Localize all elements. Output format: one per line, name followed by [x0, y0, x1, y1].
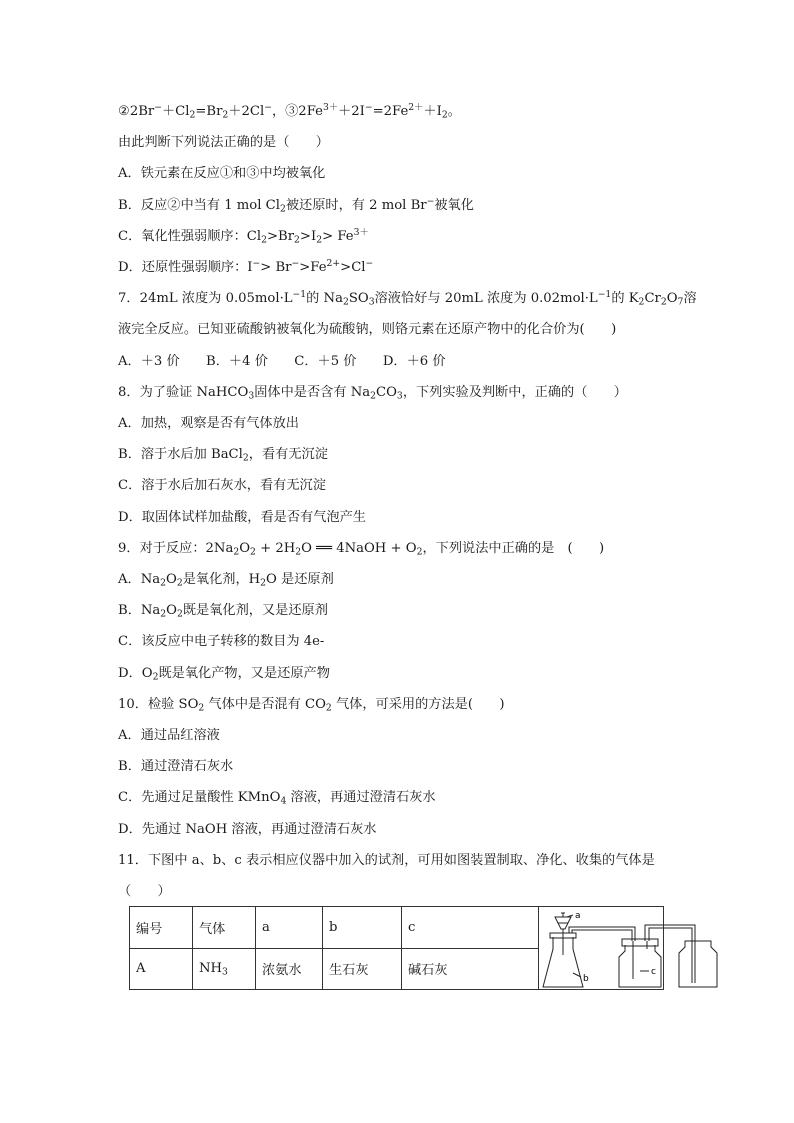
text-line-l16: A．$Na_2O_2$是氧化剂，$H_2O$ 是还原剂: [118, 572, 334, 589]
label-a: a: [575, 911, 581, 921]
text-line-l14: D．取固体试样加盐酸，看是否有气泡产生: [118, 509, 366, 525]
text-line-l2: 由此判断下列说法正确的是（ ）: [118, 135, 329, 151]
table-header-row: [130, 907, 539, 948]
text-line-l1: $②2Br^-+Cl_2=Br_2+2Cl^-$，$③2Fe^{3+}+2I^-=2Fe^{2+}+I_2$。: [118, 101, 461, 121]
text-line-l7: 7．24mL 浓度为 $0.05mol\cdot L^{-1}$的 $Na_2SO_3$溶液恰好与 20mL 浓度为 $0.02mol\cdot L^{-1}$的 $K_2Cr_2O_7$溶: [118, 289, 697, 308]
text-line-l18: C．该反应中电子转移的数目为 4e-: [118, 634, 325, 650]
apparatus-diagram: [539, 907, 663, 989]
text-line-l9: A．＋3 价 B．＋4 价 C．＋5 价 D．＋6 价: [118, 353, 446, 369]
table-cell: $NH_3$: [193, 948, 256, 989]
text-line-l19: D．$O_2$既是氧化产物，又是还原产物: [118, 665, 330, 682]
text-line-l4: B．反应②中当有 1 mol $Cl_2$被还原时，有 2 mol Br−被氧化: [118, 195, 474, 214]
text-line-l5: C．氧化性强弱顺序：$Cl_2>Br_2>I_2> Fe^{3+}$: [118, 226, 369, 246]
table-header-cell: 气体: [193, 907, 256, 948]
text-line-l8: 液完全反应。已知亚硫酸钠被氧化为硫酸钠，则铬元素在还原产物中的化合价为( ): [118, 322, 617, 338]
text-line-l26: （ ）: [118, 884, 171, 900]
table-header-cell: 编号: [130, 907, 193, 948]
table-row: [130, 948, 539, 989]
bottle-stopper: [622, 939, 658, 946]
collecting-bottle: [679, 941, 717, 987]
text-line-l10: 8．为了验证 NaHCO$_3$固体中是否含有 $Na_2CO_3$，下列实验及判断中，正确的（ ）: [118, 384, 627, 402]
table-header-cell: a: [256, 907, 323, 948]
text-line-l23: C．先通过足量酸性 KMnO$_4$ 溶液，再通过澄清石灰水: [118, 790, 436, 807]
text-line-l24: D．先通过 NaOH 溶液，再通过澄清石灰水: [118, 821, 377, 837]
label-b: b: [583, 974, 589, 984]
text-line-l11: A．加热，观察是否有气体放出: [118, 416, 299, 432]
text-line-l20: 10．检验 $SO_2$ 气体中是否混有 $CO_2$ 气体，可采用的方法是( ): [118, 696, 505, 714]
table-cell: 生石灰: [323, 948, 402, 989]
table-cell: 浓氨水: [256, 948, 323, 989]
table-header-cell: c: [402, 907, 539, 948]
text-line-l12: B．溶于水后加 BaCl$_2$，看有无沉淀: [118, 447, 328, 464]
label-c: c: [651, 967, 656, 977]
question-text: [118, 96, 697, 907]
text-line-l22: B．通过澄清石灰水: [118, 759, 234, 775]
text-line-l3: A．铁元素在反应①和③中均被氧化: [118, 166, 326, 182]
text-line-l25: 11．下图中 a、b、c 表示相应仪器中加入的试剂，可用如图装置制取、净化、收集的气体是: [118, 852, 655, 868]
table-cell: 碱石灰: [402, 948, 539, 989]
text-line-l21: A．通过品红溶液: [118, 728, 220, 744]
table-header-cell: b: [323, 907, 402, 948]
table-cell: A: [130, 948, 193, 989]
reagent-table-block: [129, 906, 664, 990]
apparatus-svg: [539, 907, 729, 989]
text-line-l15: 9．对于反应：$2Na_2O_2 + 2H_2O$ ══ 4NaOH + $O_2$，下列说法中正确的是 ( ): [118, 540, 605, 558]
reagent-table: [130, 907, 539, 989]
text-line-l17: B．$Na_2O_2$既是氧化剂，又是还原剂: [118, 603, 328, 620]
text-line-l13: C．溶于水后加石灰水，看有无沉淀: [118, 478, 326, 494]
text-line-l6: D．还原性强弱顺序：$I^-> Br^->Fe^{2+}>Cl^-$: [118, 257, 374, 276]
wash-bottle: [619, 945, 661, 987]
